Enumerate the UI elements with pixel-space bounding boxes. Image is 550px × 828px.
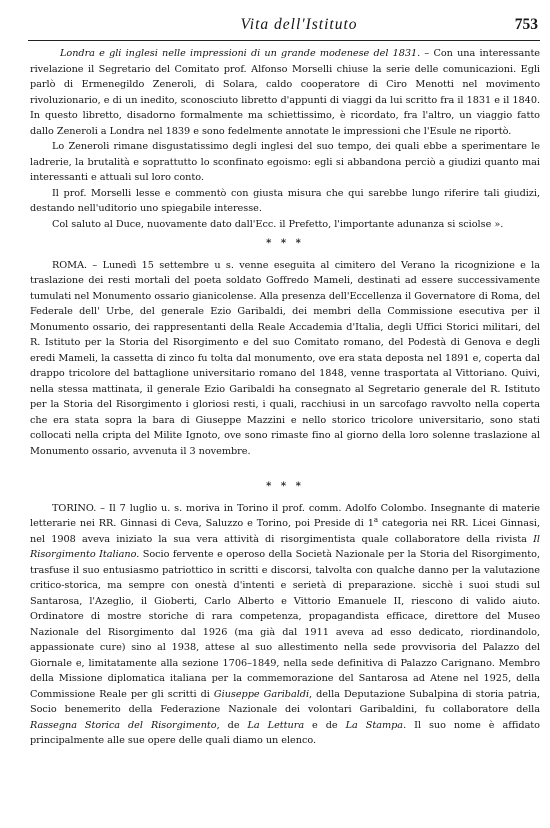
torino-text-g: . Il suo nome è affidato principalmente alle sue opere delle quali diamo un elenco.: [30, 719, 540, 746]
page-header: [60, 16, 538, 38]
torino-superscript: a: [373, 515, 379, 524]
torino-text-a: TORINO. – Il 7 luglio u. s. moriva in Torino il prof. comm. Adolfo Colombo. Insegnante di materie letterarie nei RR. Ginnasi di Ceva, Saluzzo e Torino, poi Preside di 1: [30, 502, 540, 529]
section-separator-2: * * *: [266, 481, 304, 492]
section-londra-paragraph-4: Col saluto al Duce, nuovamente dato dall'Ecc. il Prefetto, l'importante adunanza si sciolse ».: [52, 218, 504, 230]
torino-text-e: , de: [216, 719, 248, 731]
page-number: 753: [514, 16, 538, 33]
section-londra-title: Londra e gli inglesi nelle impressioni di un grande modenese del 1831.: [60, 48, 421, 59]
torino-garibaldi-name: Giuseppe Garibaldi: [213, 688, 310, 700]
section-londra-paragraph-2: Lo Zeneroli rimane disgustatissimo degli inglesi del suo tempo, dei quali ebbe a sperimentare le ladrerie, la brutalità e soprattutto lo sconfinato egoismo: egli si abbandona perciò a giudizi quanto mai interessanti e attuali sul loro conto.: [30, 141, 540, 183]
torino-rivista-title: Il Risorgimento Italiano.: [30, 533, 540, 560]
section-londra-paragraph-1: [30, 46, 540, 139]
section-roma-paragraph: ROMA. – Lunedì 15 settembre u s. venne eseguita al cimitero del Verano la ricognizione e la traslazione dei resti mortali del poeta soldato Goffredo Mameli, destinati ad essere successivamente tumulati nel Monumento ossario gianicolense. Alla presenza dell'Eccellenza il Governatore di Roma, del Federale dell' Urbe, del generale Ezio Garibaldi, dei membri della Commissione esecutiva per il Monumento ossario, dei rappresentanti della Reale Accademia d'Italia, degli Uffici Storici militari, del R. Istituto per la Storia del Risorgimento e del suo Comitato romano, del Podestà di Genova e degli eredi Mameli, la cassetta di zinco fu tolta dal monumento, ove era stata deposta nel 1891 e, coperta dal drappo tricolore del battaglione universitario romano del 1848, venne trasportata al Vittoriano. Quivi, nella stessa mattinata, il generale Ezio Garibaldi ha consegnato al Segretario generale del R. Istituto per la Storia del Risorgimento i gloriosi resti, i quali, racchiusi in un sarcofago ravvolto nella coperta che era stata sopra la bara di Giuseppe Mazzini e nello storico tricolore universitario, sono stati collocati nella cripta del Milite Ignoto, ove sono rimaste fino al giorno della loro solenne traslazione al Monumento ossario, avvenuta il 3 novembre.: [30, 259, 540, 457]
running-title: Vita dell'Istituto: [240, 16, 358, 33]
section-separator-1: * * *: [266, 238, 304, 249]
torino-rassegna-title: Rassegna Storica del Risorgimento: [30, 719, 217, 731]
page-body: [30, 46, 540, 749]
torino-text-d: , della Deputazione Subalpina di storia patria, Socio benemerito della Federazione Nazionale dei volontari Garibaldini, fu collaboratore della: [30, 688, 540, 715]
section-londra-paragraph-3: Il prof. Morselli lesse e commentò con giusta misura che qui sarebbe lungo riferire tali giudizi, destando nell'uditorio uno spiegabile interesse.: [30, 187, 540, 214]
torino-text-c: Socio fervente e operoso della Società Nazionale per la Storia del Risorgimento, trasfuse il suo entusiasmo patriottico in scritti e discorsi, talvolta con qualche danno per la valutazione critico-storica, ma sempre con onestà d'intenti e serietà di preparazione. sicchè i suoi studi sul Santarosa, l'Azeglio, il Gioberti, Carlo Alberto e Vittorio Emanuele II, riescono di valido aiuto. Ordinatore di mostre storiche di rara competenza, propagandista efficace, direttore del Museo Nazionale del Risorgimento dal 1926 (ma già dal 1911 aveva ad esso dedicato, riordinandolo, appassionate cure) sino al 1938, attese al suo allestimento nella sede provvisoria del Palazzo del Giornale e, limitatamente alla sezione 1706–1849, nella sede definitiva di Palazzo Carignano. Membro della Missione diplomatica italiana per la commemorazione del Santarosa ad Atene nel 1925, della Commissione Reale per gli scritti di: [30, 549, 540, 700]
torino-text-b: categoria nei RR. Licei Ginnasi, nel 1908 aveva iniziato la sua vera attività di risorgimentista quale collaboratore della rivista: [30, 518, 541, 545]
section-londra-text-1: – Con una interessante rivelazione il Segretario del Comitato prof. Alfonso Morselli chiuse la serie delle comunicazioni. Egli parlò di Ermenegildo Zeneroli, di Solara, caldo cooperatore di Ciro Menotti nel movimento rivoluzionario, e di un inedito, sconosciuto libretto d'appunti di viaggi da lui scritto fra il 1831 e il 1840. In questo libretto, disadorno formalmente ma schiettissimo, è ricordato, fra l'altro, un viaggio fatto dallo Zeneroli a Londra nel 1839 e sono fedelmente annotate le impressioni che l'Esule ne riportò.: [30, 48, 541, 137]
torino-lettura-title: La Lettura: [247, 719, 305, 731]
torino-stampa-title: La Stampa: [345, 719, 404, 731]
header-rule: [28, 40, 540, 41]
torino-text-f: e de: [304, 719, 346, 731]
section-torino-paragraph: [30, 501, 540, 749]
